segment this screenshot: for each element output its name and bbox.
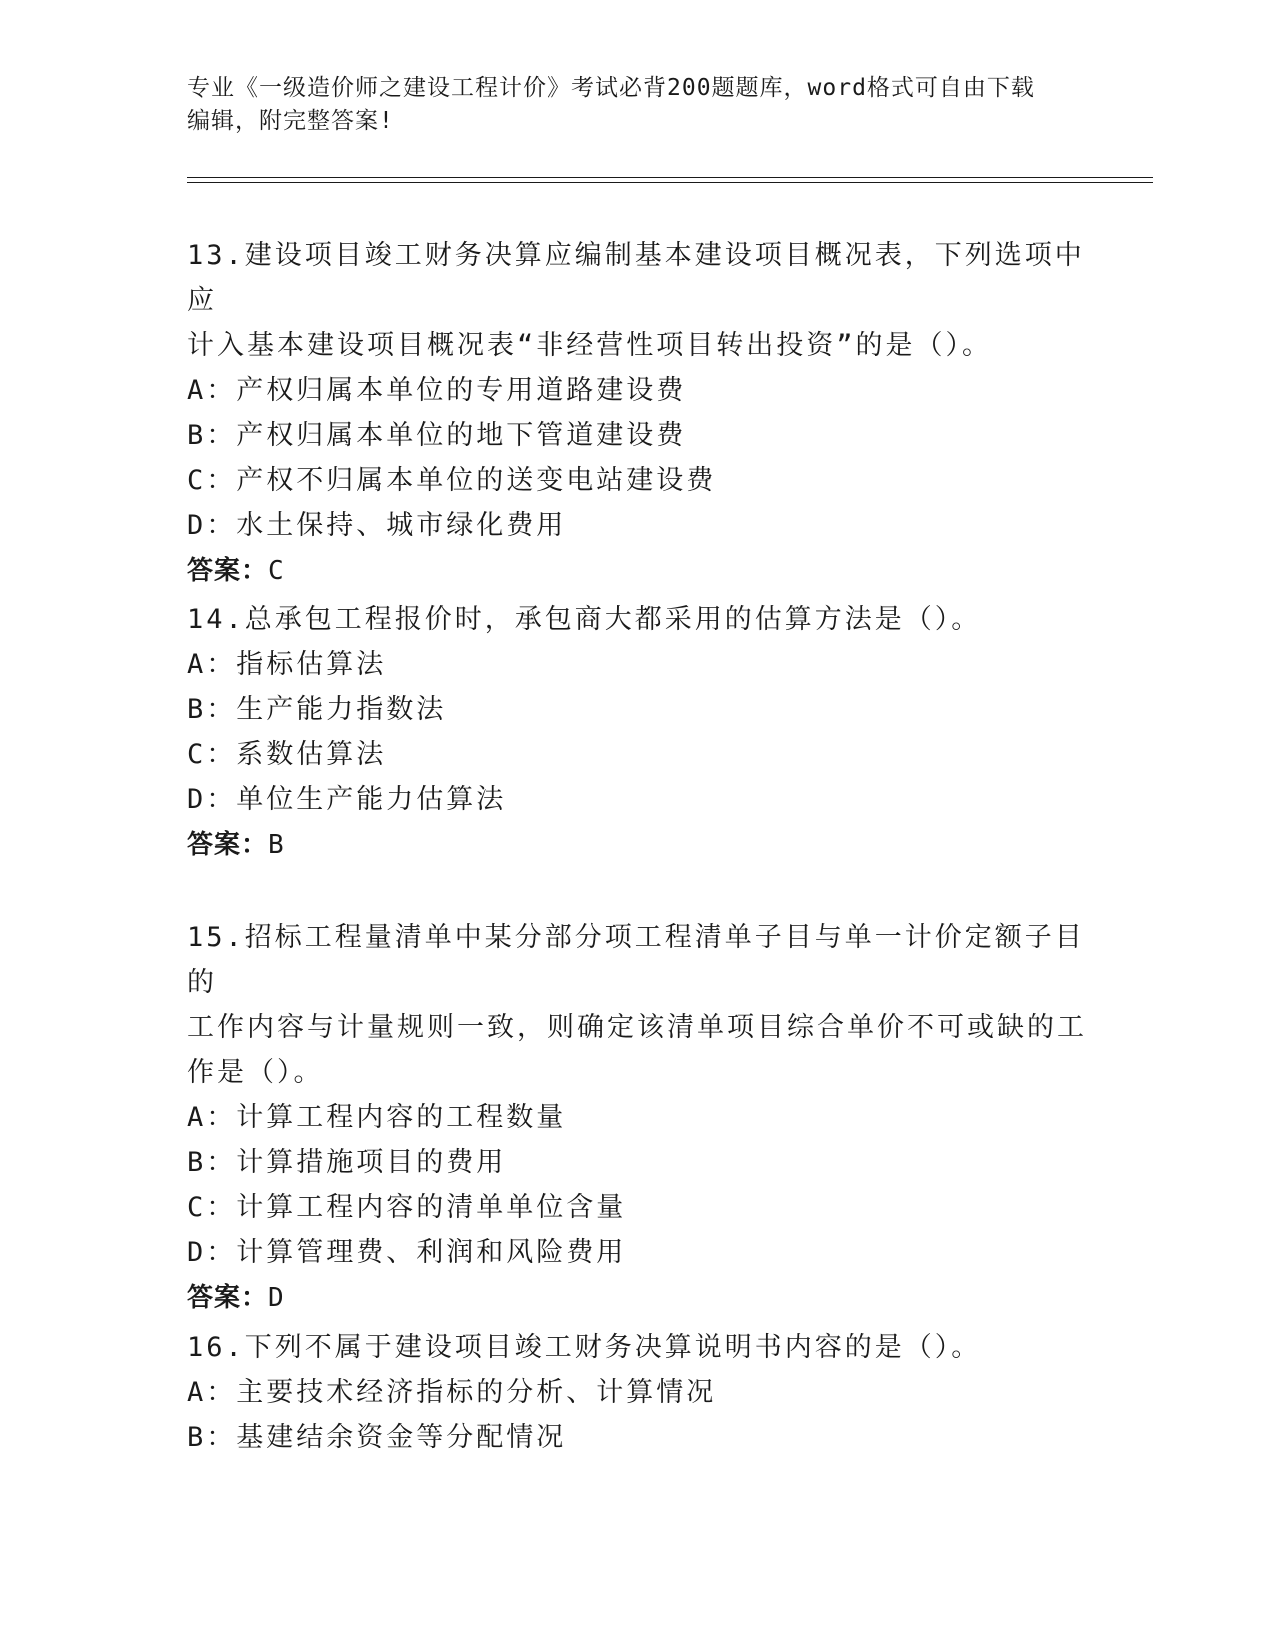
- option-a: A：计算工程内容的工程数量: [187, 1102, 567, 1133]
- question-16: [187, 1325, 1087, 1460]
- option-b: B：生产能力指数法: [187, 694, 447, 725]
- option-b: B：计算措施项目的费用: [187, 1147, 507, 1178]
- option-b: B：产权归属本单位的地下管道建设费: [187, 420, 687, 451]
- answer-line: [187, 1275, 1087, 1321]
- question-15: [187, 915, 1087, 1321]
- question-14: [187, 597, 1087, 868]
- document-header: [187, 72, 1107, 138]
- question-stem-line: 16.下列不属于建设项目竣工财务决算说明书内容的是（）。: [187, 1332, 982, 1363]
- option-a: A：产权归属本单位的专用道路建设费: [187, 375, 687, 406]
- answer-value: D: [268, 1283, 285, 1313]
- option-c: C：系数估算法: [187, 739, 387, 770]
- answer-label: 答案：: [187, 1283, 269, 1313]
- header-divider-bottom: [187, 182, 1153, 183]
- question-stem-line: 计入基本建设项目概况表“非经营性项目转出投资”的是（）。: [187, 330, 993, 361]
- answer-label: 答案：: [187, 830, 269, 860]
- answer-value: C: [268, 556, 285, 586]
- option-a: A：主要技术经济指标的分析、计算情况: [187, 1377, 717, 1408]
- option-a: A：指标估算法: [187, 649, 387, 680]
- question-stem-line: 工作内容与计量规则一致，则确定该清单项目综合单价不可或缺的工: [187, 1012, 1087, 1043]
- answer-value: B: [268, 830, 285, 860]
- question-stem-line: 13.建设项目竣工财务决算应编制基本建设项目概况表，下列选项中应: [187, 240, 1085, 316]
- answer-label: 答案：: [187, 556, 269, 586]
- question-stem: [187, 233, 1087, 368]
- answer-line: [187, 822, 1087, 868]
- header-divider-top: [187, 177, 1153, 178]
- option-d: D：单位生产能力估算法: [187, 784, 507, 815]
- answer-line: [187, 548, 1087, 594]
- option-c: C：计算工程内容的清单单位含量: [187, 1192, 627, 1223]
- option-d: D：水土保持、城市绿化费用: [187, 510, 567, 541]
- question-stem-line: 14.总承包工程报价时，承包商大都采用的估算方法是（）。: [187, 604, 982, 635]
- header-line-2: 编辑，附完整答案!: [187, 108, 394, 134]
- question-stem: [187, 1325, 1087, 1370]
- question-stem: [187, 915, 1087, 1095]
- question-stem: [187, 597, 1087, 642]
- question-stem-line: 作是（）。: [187, 1057, 324, 1088]
- question-13: [187, 233, 1087, 594]
- option-c: C：产权不归属本单位的送变电站建设费: [187, 465, 717, 496]
- question-stem-line: 15.招标工程量清单中某分部分项工程清单子目与单一计价定额子目的: [187, 922, 1085, 998]
- option-d: D：计算管理费、利润和风险费用: [187, 1237, 627, 1268]
- header-line-1: 专业《一级造价师之建设工程计价》考试必背200题题库，word格式可自由下载: [187, 75, 1035, 101]
- option-b: B：基建结余资金等分配情况: [187, 1422, 567, 1453]
